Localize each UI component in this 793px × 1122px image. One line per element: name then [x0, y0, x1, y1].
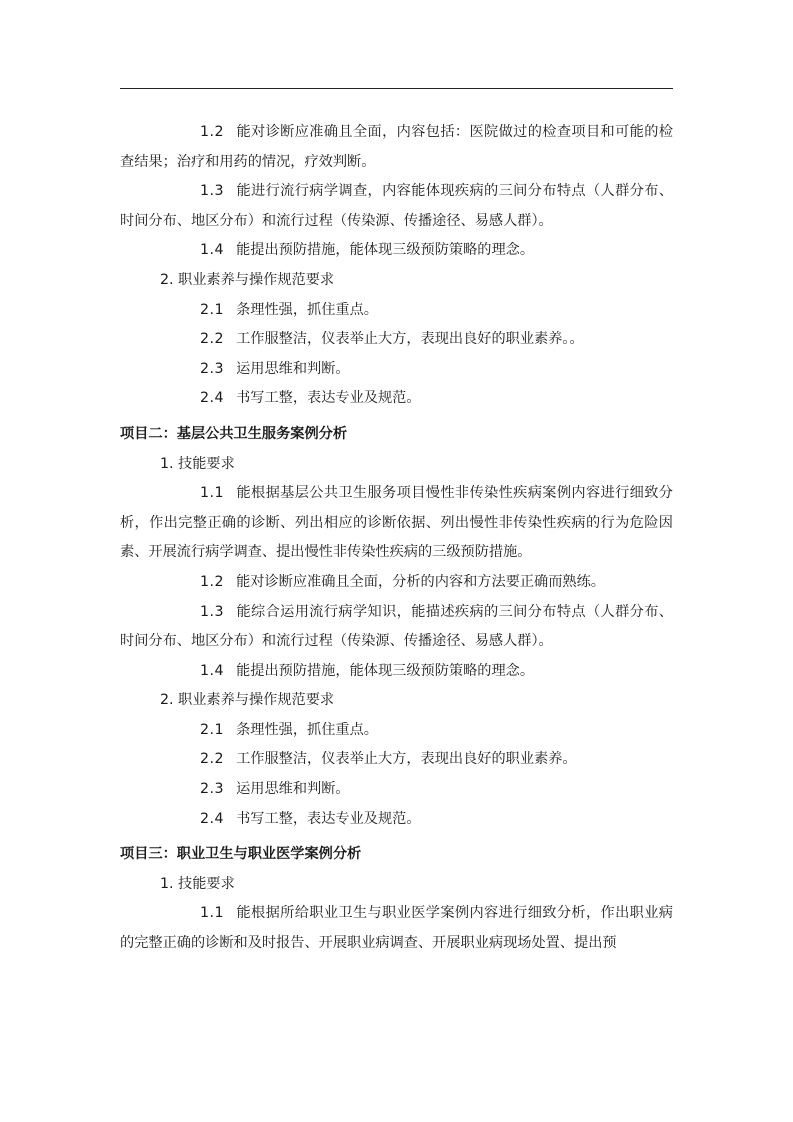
clause-number: 2.1	[200, 721, 225, 738]
section-heading-text: 项目三：职业卫生与职业医学案例分析	[120, 846, 362, 863]
paragraph-text: 条理性强，抓住重点。	[236, 301, 378, 318]
paragraph-text: 书写工整，表达专业及规范。	[236, 810, 421, 827]
paragraph	[120, 745, 673, 775]
paragraph	[120, 568, 673, 598]
clause-number: 2.2	[200, 331, 225, 348]
paragraph-text: 工作服整洁，仪表举止大方，表现出良好的职业素养。。	[236, 331, 584, 348]
paragraph	[120, 177, 673, 236]
clause-number: 1.4	[200, 242, 225, 259]
paragraph-text: 能提出预防措施，能体现三级预防策略的理念。	[236, 242, 535, 259]
clause-number: 1.2	[200, 573, 225, 590]
clause-number: 2.3	[200, 781, 225, 798]
paragraph-text: 书写工整，表达专业及规范。	[236, 390, 421, 407]
paragraph	[120, 118, 673, 177]
paragraph	[120, 296, 673, 326]
paragraph	[120, 325, 673, 355]
paragraph-text: 工作服整洁，仪表举止大方，表现出良好的职业素养。	[236, 751, 577, 768]
paragraph	[120, 266, 673, 296]
clause-number: 2.1	[200, 301, 225, 318]
paragraph	[120, 355, 673, 385]
paragraph-text: 条理性强，抓住重点。	[236, 721, 378, 738]
clause-number: 1.1	[200, 905, 225, 922]
paragraph-text: 2. 职业素养与操作规范要求	[160, 692, 335, 709]
paragraph-text: 运用思维和判断。	[236, 781, 350, 798]
paragraph-text: 能对诊断应准确且全面，内容包括：医院做过的检查项目和可能的检查结果；治疗和用药的情况，疗效判断。	[120, 124, 673, 170]
paragraph	[120, 479, 673, 568]
paragraph-text: 能进行流行病学调查，内容能体现疾病的三间分布特点（人群分布、时间分布、地区分布）和流行过程（传染源、传播途径、易感人群）。	[120, 183, 673, 229]
clause-number: 2.3	[200, 360, 225, 377]
clause-number: 1.3	[200, 603, 225, 620]
clause-number: 1.1	[200, 485, 225, 502]
paragraph-text: 能根据所给职业卫生与职业医学案例内容进行细致分析，作出职业病的完整正确的诊断和及时报告、开展职业病调查、开展职业病现场处置、提出预	[120, 905, 673, 952]
header-rule	[120, 88, 673, 89]
paragraph	[120, 686, 673, 716]
paragraph	[120, 384, 673, 414]
clause-number: 1.3	[200, 183, 225, 200]
section-heading-text: 项目二：基层公共卫生服务案例分析	[120, 425, 348, 442]
document-body	[120, 118, 673, 959]
paragraph	[120, 236, 673, 266]
paragraph	[120, 805, 673, 835]
clause-number: 2.4	[200, 390, 225, 407]
paragraph-text: 1. 技能要求	[160, 875, 235, 892]
paragraph	[120, 657, 673, 687]
section-heading	[120, 420, 673, 450]
clause-number: 2.4	[200, 810, 225, 827]
clause-number: 2.2	[200, 751, 225, 768]
paragraph-text: 运用思维和判断。	[236, 360, 350, 377]
clause-number: 1.4	[200, 662, 225, 679]
paragraph	[120, 598, 673, 657]
paragraph-text: 能对诊断应准确且全面，分析的内容和方法要正确而熟练。	[236, 573, 605, 590]
paragraph-text: 能根据基层公共卫生服务项目慢性非传染性疾病案例内容进行细致分析，作出完整正确的诊断、列出相应的诊断依据、列出慢性非传染性疾病的行为危险因素、开展流行病学调查、提出慢性非传染性疾病的三级预防措施。	[120, 485, 673, 561]
paragraph-text: 能综合运用流行病学知识，能描述疾病的三间分布特点（人群分布、时间分布、地区分布）和流行过程（传染源、传播途径、易感人群）。	[120, 603, 673, 650]
paragraph-text: 能提出预防措施，能体现三级预防策略的理念。	[236, 662, 535, 679]
clause-number: 1.2	[200, 124, 225, 140]
paragraph	[120, 870, 673, 900]
paragraph-text: 1. 技能要求	[160, 455, 235, 472]
paragraph-text: 2. 职业素养与操作规范要求	[160, 271, 335, 288]
paragraph	[120, 899, 673, 958]
paragraph	[120, 775, 673, 805]
section-heading	[120, 840, 673, 870]
paragraph	[120, 716, 673, 746]
paragraph	[120, 450, 673, 480]
